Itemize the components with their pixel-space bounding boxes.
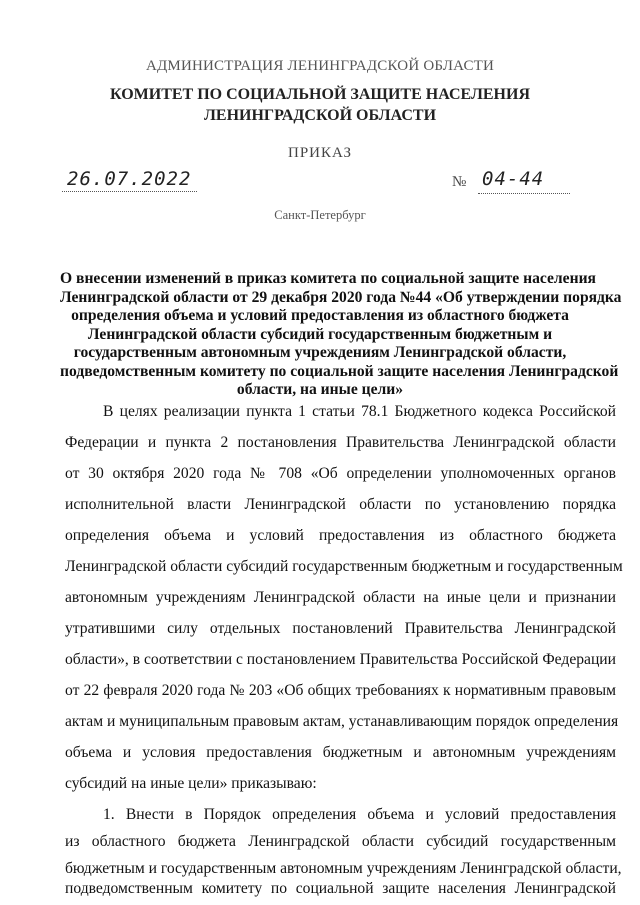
item-line: 1. Внести в Порядок определения объема и условий предоставления: [103, 806, 616, 823]
city-label: Санкт-Петербург: [274, 208, 366, 222]
item-line: бюджетным и государственным автономным учреждениям Ленинградской области,: [65, 860, 622, 877]
title-line: подведомственным комитету по социальной защите населения Ленинградской: [60, 362, 619, 380]
title-line: Ленинградской области от 29 декабря 2020 года №44 «Об утверждении порядка: [60, 288, 622, 306]
item-line: подведомственным комитету по социальной защите населения Ленинградской: [65, 880, 616, 897]
item-line: из областного бюджета Ленинградской области субсидий государственным: [65, 833, 616, 850]
body-line: области», в соответствии с постановлением Правительства Российской Федерации: [65, 651, 616, 668]
body-line: определения объема и условий предоставления из областного бюджета: [65, 527, 616, 544]
committee-line-1: КОМИТЕТ ПО СОЦИАЛЬНОЙ ЗАЩИТЕ НАСЕЛЕНИЯ: [110, 86, 530, 103]
title-line: Ленинградской области субсидий государственным бюджетным и: [87, 325, 553, 343]
body-line: от 22 февраля 2020 года № 203 «Об общих требованиях к нормативным правовым: [65, 682, 616, 699]
title-line: области, на иные цели»: [236, 381, 404, 398]
date-underline: [62, 191, 197, 192]
body-line: субсидий на иные цели» приказываю:: [65, 775, 317, 792]
title-line: государственным автономным учреждениям Ленинградской области,: [73, 344, 567, 361]
title-line: определения объема и условий предоставления из областного бюджета: [71, 307, 569, 324]
body-line: автономным учреждениям Ленинградской области на иные цели и признании: [65, 589, 616, 606]
handwritten-date: 26.07.2022: [67, 168, 192, 190]
title-line: О внесении изменений в приказ комитета по социальной защите населения: [60, 270, 596, 287]
administration-header: АДМИНИСТРАЦИЯ ЛЕНИНГРАДСКОЙ ОБЛАСТИ: [145, 58, 495, 74]
body-line: утратившими силу отдельных постановлений Правительства Ленинградской: [65, 620, 616, 637]
body-line: объема и условия предоставления бюджетным и автономным учреждениям: [65, 744, 616, 761]
number-sign: №: [452, 174, 467, 190]
committee-line-2: ЛЕНИНГРАДСКОЙ ОБЛАСТИ: [203, 107, 437, 124]
body-line: актам и муниципальным правовым актам, устанавливающим порядок определения: [65, 713, 619, 730]
order-date: [62, 168, 197, 192]
body-line: Ленинградской области субсидий государственным бюджетным и государственным: [65, 558, 623, 575]
number-underline: [478, 193, 570, 194]
body-line: от 30 октября 2020 года № 708 «Об определении уполномоченных органов: [65, 465, 616, 482]
order-title: ПРИКАЗ: [288, 145, 352, 161]
handwritten-number: 04-44: [482, 168, 545, 190]
body-line: В целях реализации пункта 1 статьи 78.1 Бюджетного кодекса Российской: [103, 403, 616, 420]
order-subject-title: [60, 270, 622, 400]
committee-header: [0, 84, 640, 126]
body-line: Федерации и пункта 2 постановления Правительства Ленинградской области: [65, 434, 616, 451]
body-line: исполнительной власти Ленинградской области по установлению порядка: [65, 496, 616, 513]
